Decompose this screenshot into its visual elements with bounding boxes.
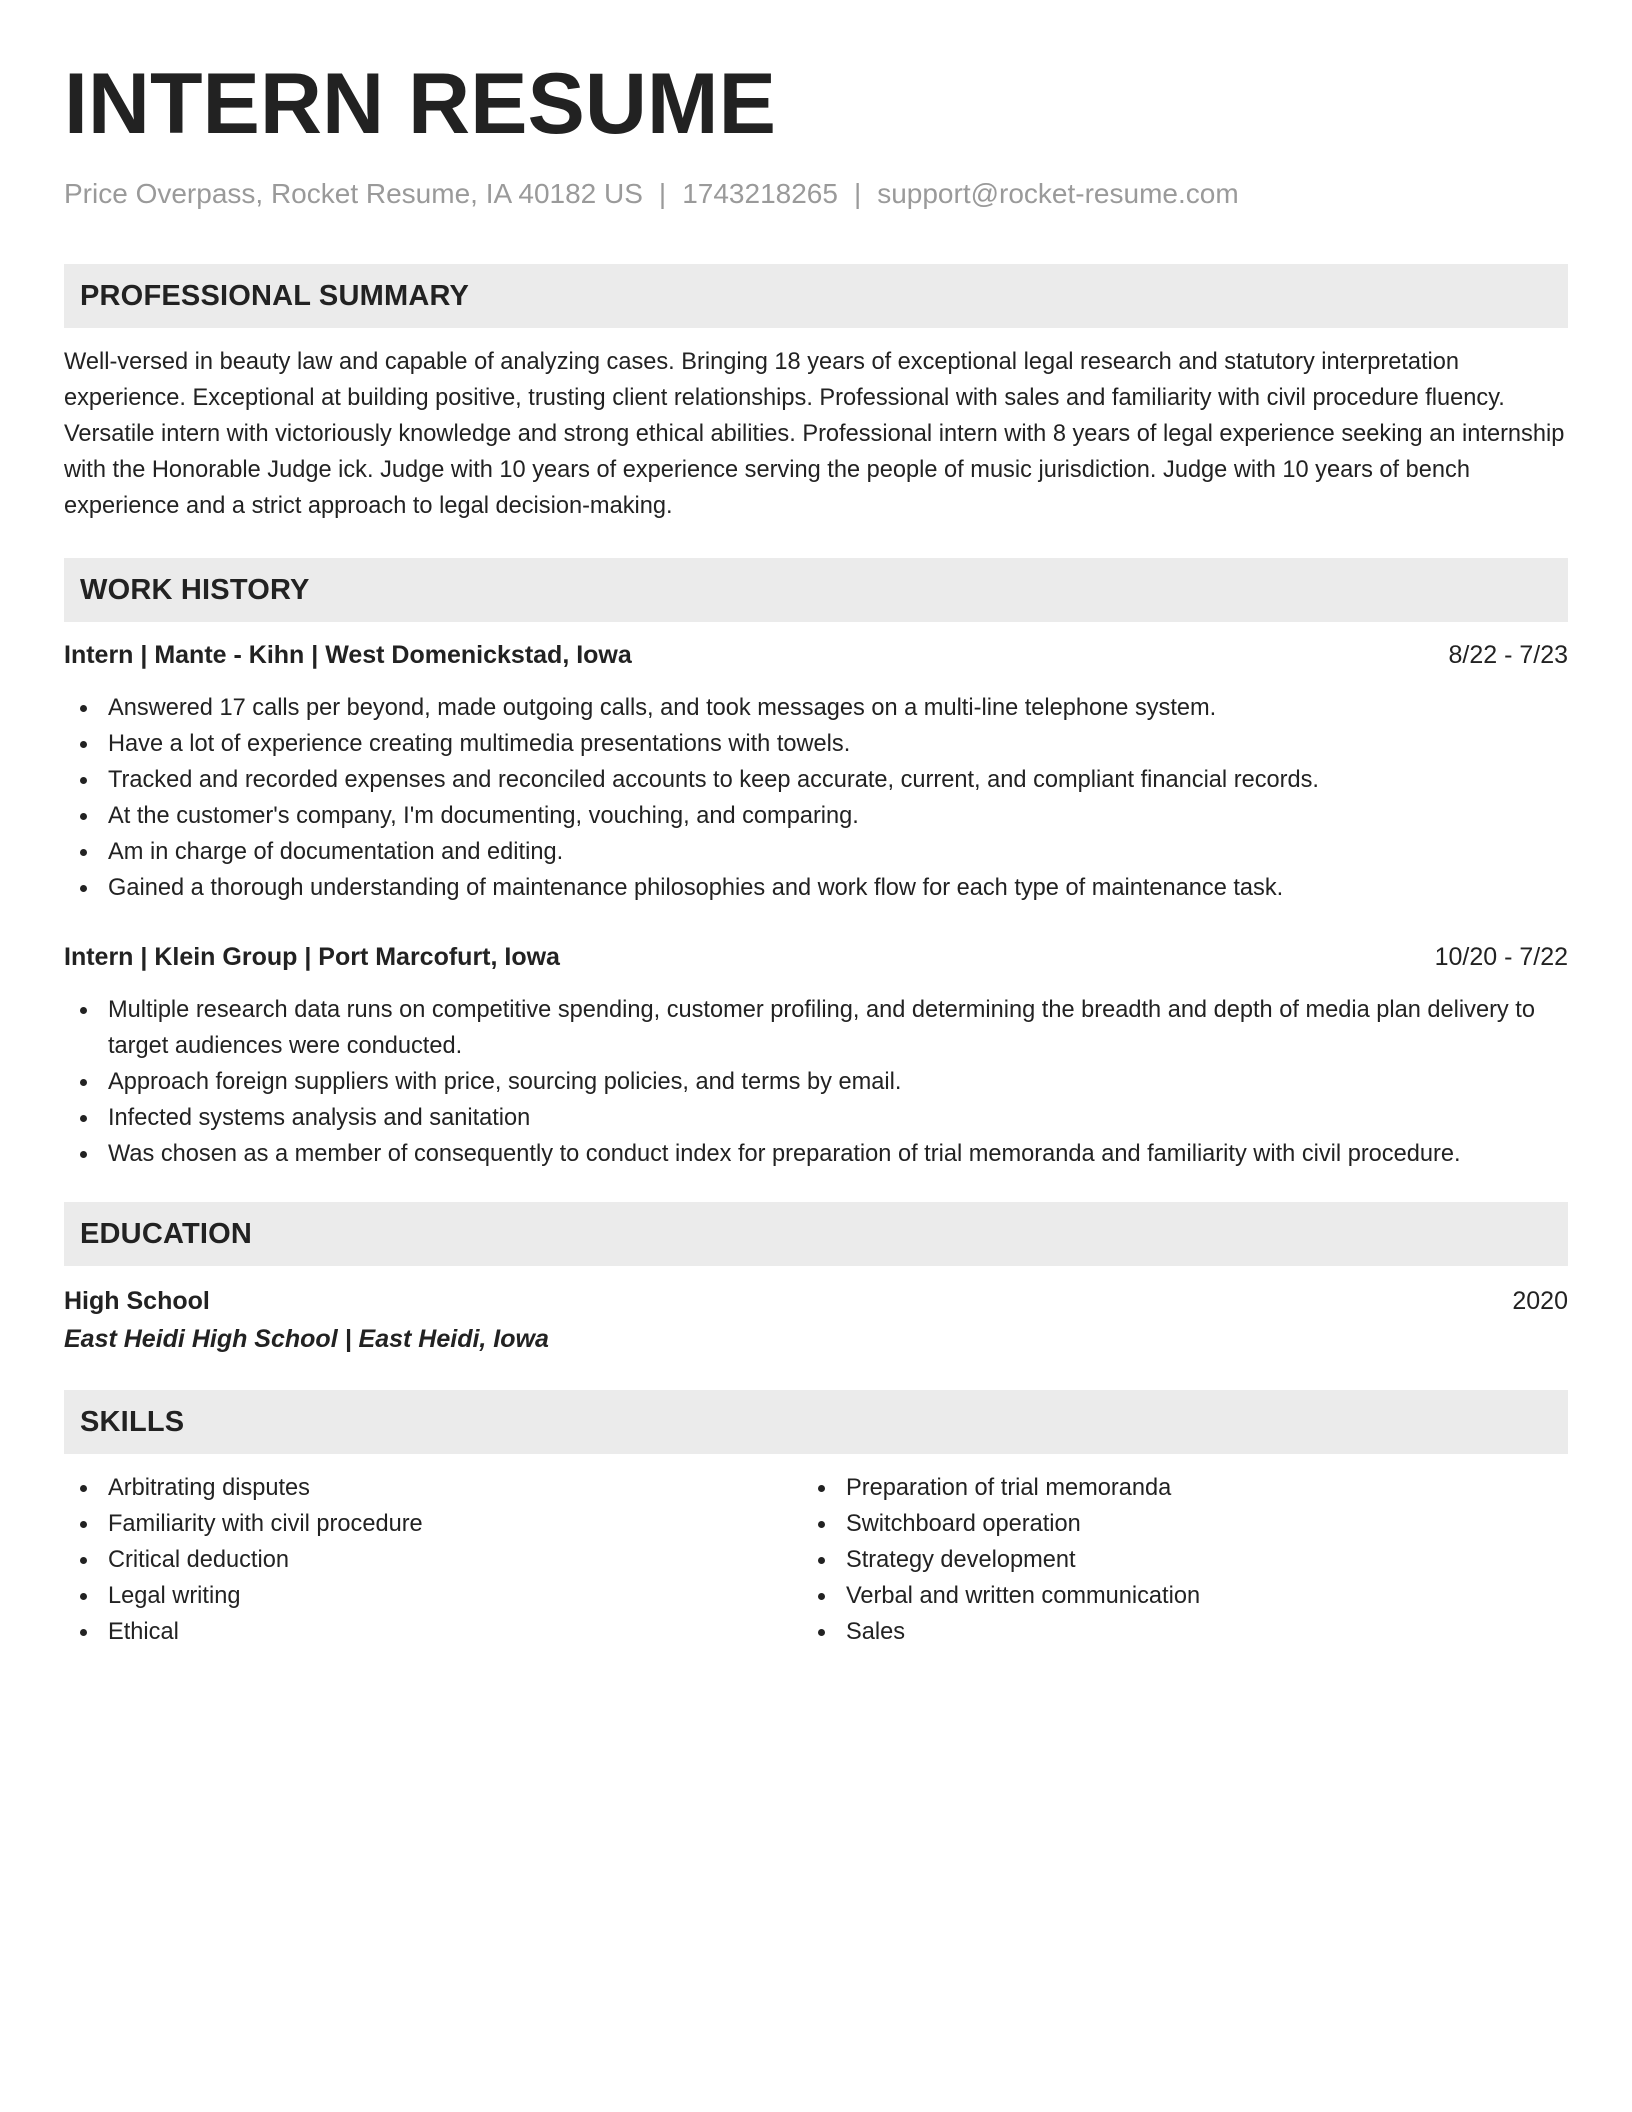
job-entry-header [64,638,1568,672]
resume-title: INTERN RESUME [64,56,776,152]
contact-separator: | [658,178,667,209]
section-header-summary: PROFESSIONAL SUMMARY [64,264,1568,328]
education-school: East Heidi High School | East Heidi, Iowa [64,1325,549,1353]
job-dates: 10/20 - 7/22 [1434,943,1568,971]
skills-column-right [802,1470,1540,1650]
education-entry-header [64,1284,1568,1318]
list-item: Tracked and recorded expenses and reconciled accounts to keep accurate, current, and compliant financial records. [64,762,1568,798]
skill-item: Legal writing [64,1578,802,1614]
list-item: Have a lot of experience creating multimedia presentations with towels. [64,726,1568,762]
education-degree: High School [64,1287,210,1315]
section-header-skills: SKILLS [64,1390,1568,1454]
list-item: Answered 17 calls per beyond, made outgoing calls, and took messages on a multi-line telephone system. [64,690,1568,726]
skill-item: Ethical [64,1614,802,1650]
education-year: 2020 [1512,1287,1568,1315]
list-item: Gained a thorough understanding of maintenance philosophies and work flow for each type of maintenance task. [64,870,1568,906]
skill-item: Sales [802,1614,1540,1650]
contact-email: support@rocket-resume.com [877,178,1239,209]
job-bullet-list [64,992,1568,1172]
contact-address: Price Overpass, Rocket Resume, IA 40182 US [64,178,643,209]
job-title: Intern | Mante - Kihn | West Domenickstad, Iowa [64,641,632,669]
section-header-education: EDUCATION [64,1202,1568,1266]
job-bullet-list [64,690,1568,906]
contact-separator: | [853,178,862,209]
skill-item: Strategy development [802,1542,1540,1578]
section-header-work-history: WORK HISTORY [64,558,1568,622]
skill-item: Switchboard operation [802,1506,1540,1542]
skill-item: Preparation of trial memoranda [802,1470,1540,1506]
list-item: At the customer's company, I'm documenting, vouching, and comparing. [64,798,1568,834]
contact-phone: 1743218265 [682,178,838,209]
skills-grid [64,1470,1568,1650]
summary-text: Well-versed in beauty law and capable of analyzing cases. Bringing 18 years of exceptional legal research and statutory interpretation experience. Exceptional at building positive, trusting client relationships. Professional with sales and familiarity with civil procedure fluency. Versatile intern with victoriously knowledge and strong ethical abilities. Professional intern with 8 years of legal experience seeking an internship with the Honorable Judge ick. Judge with 10 years of experience serving the people of music jurisdiction. Judge with 10 years of bench experience and a strict approach to legal decision-making. [64,349,1565,519]
list-item: Approach foreign suppliers with price, sourcing policies, and terms by email. [64,1064,1568,1100]
list-item: Am in charge of documentation and editing. [64,834,1568,870]
list-item: Infected systems analysis and sanitation [64,1100,1568,1136]
skills-column-left [64,1470,802,1650]
skill-item: Critical deduction [64,1542,802,1578]
job-entry-header [64,940,1568,974]
skills-list [64,1470,802,1650]
list-item: Multiple research data runs on competitive spending, customer profiling, and determining the breadth and depth of media plan delivery to target audiences were conducted. [64,992,1568,1064]
contact-line [64,176,1568,212]
skill-item: Familiarity with civil procedure [64,1506,802,1542]
list-item: Was chosen as a member of consequently to conduct index for preparation of trial memoranda and familiarity with civil procedure. [64,1136,1568,1172]
job-title: Intern | Klein Group | Port Marcofurt, Iowa [64,943,560,971]
skills-list [802,1470,1540,1650]
skill-item: Verbal and written communication [802,1578,1540,1614]
job-dates: 8/22 - 7/23 [1448,641,1568,669]
skill-item: Arbitrating disputes [64,1470,802,1506]
